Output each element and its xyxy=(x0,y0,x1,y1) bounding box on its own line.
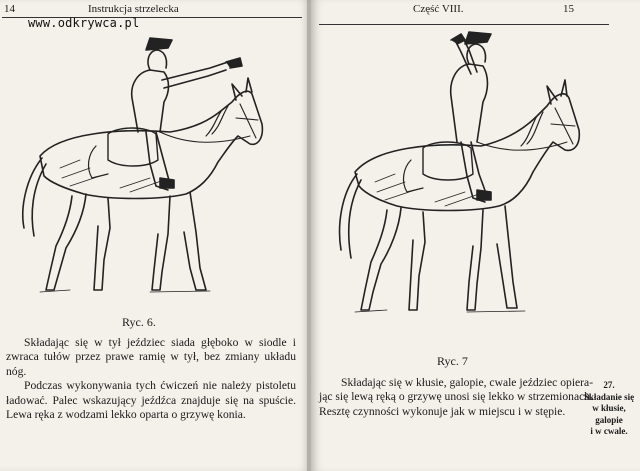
margin-note-line-1: Składanie się xyxy=(583,391,635,402)
right-paragraph-line-3: Resztę czynności wykonuje jak w miejscu i w stępie. xyxy=(319,404,566,418)
left-paragraph-1: Składając się w tył jeździec siada głęboko w siodle i zwraca tułów przez prawe ramię w tył, bez zmiany układu nóg. xyxy=(6,336,296,378)
figure-7-caption: Ryc. 7 xyxy=(437,354,468,368)
margin-note-line-3: galopie xyxy=(595,414,623,425)
left-page xyxy=(0,0,311,471)
right-paragraph-line-1: Składając się w kłusie, galopie, cwale jeździec opiera- xyxy=(341,376,594,389)
margin-note-number: 27. xyxy=(603,380,615,390)
left-page-number: 14 xyxy=(4,3,15,15)
right-header-rule xyxy=(319,24,609,25)
right-page-body xyxy=(319,376,594,419)
margin-note-line-4: i w cwale. xyxy=(590,426,628,436)
margin-note xyxy=(581,380,637,438)
left-running-head: Instrukcja strzelecka xyxy=(88,3,179,15)
right-page-number: 15 xyxy=(563,3,574,15)
figure-6-illustration xyxy=(0,28,310,298)
left-page-body xyxy=(6,336,296,422)
figure-6-caption: Ryc. 6. xyxy=(122,315,156,329)
watermark: www.odkrywca.pl xyxy=(28,16,140,30)
margin-note-line-2: w kłusie, xyxy=(592,403,626,413)
left-paragraph-2: Podczas wykonywania tych ćwiczeń nie należy pistoletu ładować. Palec wskazujący jeźdźca znajduje się na spuście. Lewa ręka z wodzami lekko oparta o grzywę konia. xyxy=(6,379,296,422)
right-running-head: Część VIII. xyxy=(413,3,464,15)
figure-7-illustration xyxy=(311,30,640,330)
right-paragraph-line-2: jąc się lewą ręką o grzywę unosi się lekko w strzemionach. xyxy=(319,390,593,404)
